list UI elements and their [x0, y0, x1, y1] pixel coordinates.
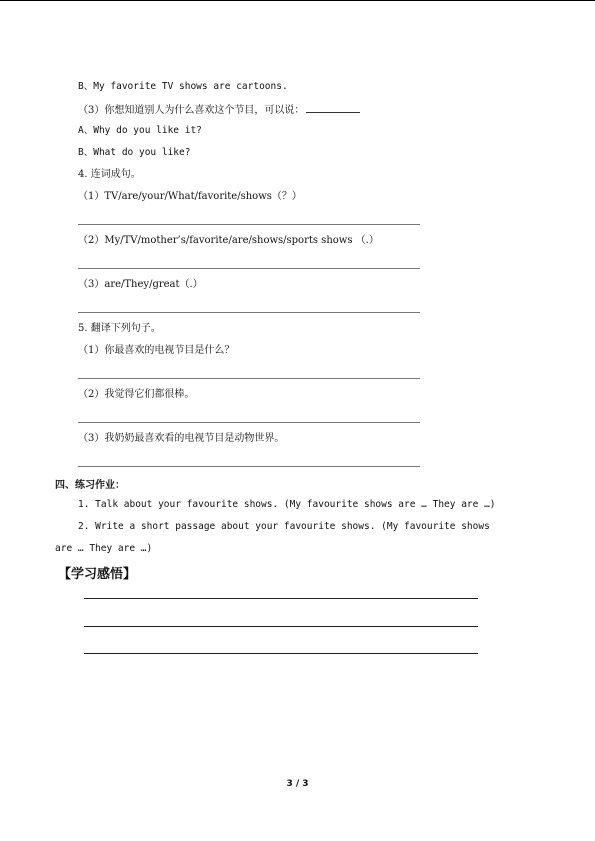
- question-3-text: （3）你想知道别人为什么喜欢这个节目，可以说：: [78, 105, 305, 116]
- answer-line-4: [78, 378, 420, 379]
- answer-line-1: [78, 224, 420, 225]
- option-a-why: A、Why do you like it?: [78, 125, 202, 136]
- reorder-item-2: （2）My/TV/mother’s/favorite/are/shows/sports shows （.）: [78, 235, 379, 246]
- answer-line-6: [78, 466, 420, 467]
- translate-item-2: （2）我觉得它们都很棒。: [78, 389, 195, 400]
- reflection-heading: 【学习感悟】: [58, 567, 137, 582]
- reorder-item-3: （3）are/They/great（.）: [78, 279, 203, 290]
- answer-line-2: [78, 268, 420, 269]
- reorder-item-1: （1）TV/are/your/What/favorite/shows（？）: [78, 191, 302, 202]
- question-3-prompt: [78, 103, 360, 117]
- translate-item-1: （1）你最喜欢的电视节目是什么？: [78, 345, 235, 356]
- reflection-line-3: [84, 653, 478, 654]
- homework-item-2-cont: are … They are …): [55, 543, 153, 554]
- section-5-title: 5. 翻译下列句子。: [78, 323, 161, 334]
- answer-blank: [306, 103, 360, 113]
- option-b-what: B、What do you like?: [78, 147, 191, 158]
- page-number: 3 / 3: [286, 779, 309, 789]
- section-4-title: 4. 连词成句。: [78, 169, 141, 180]
- header-rule: [0, 0, 595, 1]
- homework-item-1: 1. Talk about your favourite shows. (My favourite shows are … They are …): [78, 499, 496, 510]
- answer-line-5: [78, 422, 420, 423]
- homework-item-2: 2. Write a short passage about your favourite shows. (My favourite shows: [78, 521, 490, 532]
- homework-heading: 四、练习作业：: [55, 480, 125, 491]
- reflection-line-2: [84, 626, 478, 627]
- option-b-cartoons: B、My favorite TV shows are cartoons.: [78, 81, 288, 92]
- reflection-line-1: [84, 598, 478, 599]
- translate-item-3: （3）我奶奶最喜欢看的电视节目是动物世界。: [78, 433, 285, 444]
- answer-line-3: [78, 312, 420, 313]
